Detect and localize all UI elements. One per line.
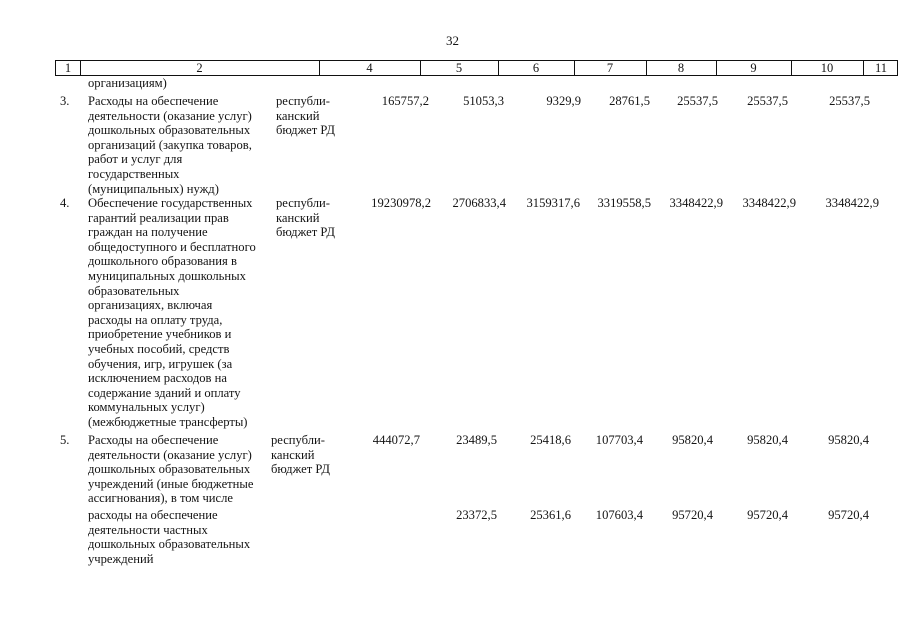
row-value-col9: 95820,4 [672, 433, 713, 447]
row-value-col6: 51053,3 [463, 94, 504, 108]
row-source: республи- канский бюджет РД [276, 94, 336, 138]
header-col-5: 5 [455, 61, 463, 75]
header-col-9: 9 [750, 61, 757, 75]
row-index: 5. [60, 433, 70, 447]
row-value-col10: 95820,4 [747, 433, 788, 447]
row-value-col11: 25537,5 [829, 94, 870, 108]
row-description: Расходы на обеспечение деятельности (оказание услуг) дошкольных образовательных организаций (закупка товаров, работ и услуг для государственных (муниципальных) нужд) [88, 94, 252, 196]
row-value-col5: 19230978,2 [371, 196, 431, 210]
header-col-11: 11 [874, 61, 888, 75]
row-description: Обеспечение государственных гарантий реализации прав граждан на получение общедоступного и бесплатного дошкольного образования в муниципальных дошкольных образовательных организациях, включая расходы на оплату труда, приобретение учебников и учебных пособий, средств обучения, игр, игрушек (за исключением расходов на содержание зданий и оплату коммунальных услуг) (межбюджетные трансферты) [88, 196, 256, 429]
row-value-col8: 107603,4 [595, 508, 643, 522]
row-value-col11: 95720,4 [828, 508, 869, 522]
row-description: расходы на обеспечение деятельности частных дошкольных образовательных учреждений [88, 508, 251, 566]
header-col-1: 1 [64, 61, 72, 75]
row-source: республи- канский бюджет РД [271, 433, 331, 477]
header-col-4: 4 [366, 61, 373, 75]
header-col-7: 7 [606, 61, 614, 75]
table-header [55, 60, 898, 76]
continuation-text: организациям) [88, 76, 167, 90]
row-description: Расходы на обеспечение деятельности (оказание услуг) дошкольных образовательных учреждений (иные бюджетные ассигнования), в том числе [88, 433, 254, 506]
row-value-col11: 95820,4 [828, 433, 869, 447]
row-value-col7: 25418,6 [530, 433, 571, 447]
row-value-col9: 95720,4 [672, 508, 713, 522]
row-value-col6: 2706833,4 [452, 196, 506, 210]
row-index: 3. [60, 94, 70, 108]
row-value-col6: 23372,5 [456, 508, 497, 522]
row-value-col5: 165757,2 [381, 94, 429, 108]
row-index: 4. [60, 196, 70, 210]
row-value-col8: 107703,4 [595, 433, 643, 447]
row-value-col8: 28761,5 [609, 94, 650, 108]
header-col-8: 8 [677, 61, 685, 75]
header-col-6: 6 [532, 61, 540, 75]
row-value-col7: 9329,9 [546, 94, 581, 108]
row-value-col8: 3319558,5 [597, 196, 651, 210]
row-value-col10: 3348422,9 [742, 196, 796, 210]
row-value-col10: 95720,4 [747, 508, 788, 522]
row-source: республи- канский бюджет РД [276, 196, 336, 240]
row-value-col10: 25537,5 [747, 94, 788, 108]
row-value-col7: 25361,6 [530, 508, 571, 522]
row-value-col9: 3348422,9 [669, 196, 723, 210]
row-value-col6: 23489,5 [456, 433, 497, 447]
row-value-col9: 25537,5 [677, 94, 718, 108]
page-number: 32 [446, 33, 459, 48]
row-value-col5: 444072,7 [372, 433, 420, 447]
header-col-10: 10 [820, 61, 834, 75]
header-col-2: 2 [196, 61, 203, 75]
row-value-col11: 3348422,9 [825, 196, 879, 210]
row-value-col7: 3159317,6 [526, 196, 580, 210]
